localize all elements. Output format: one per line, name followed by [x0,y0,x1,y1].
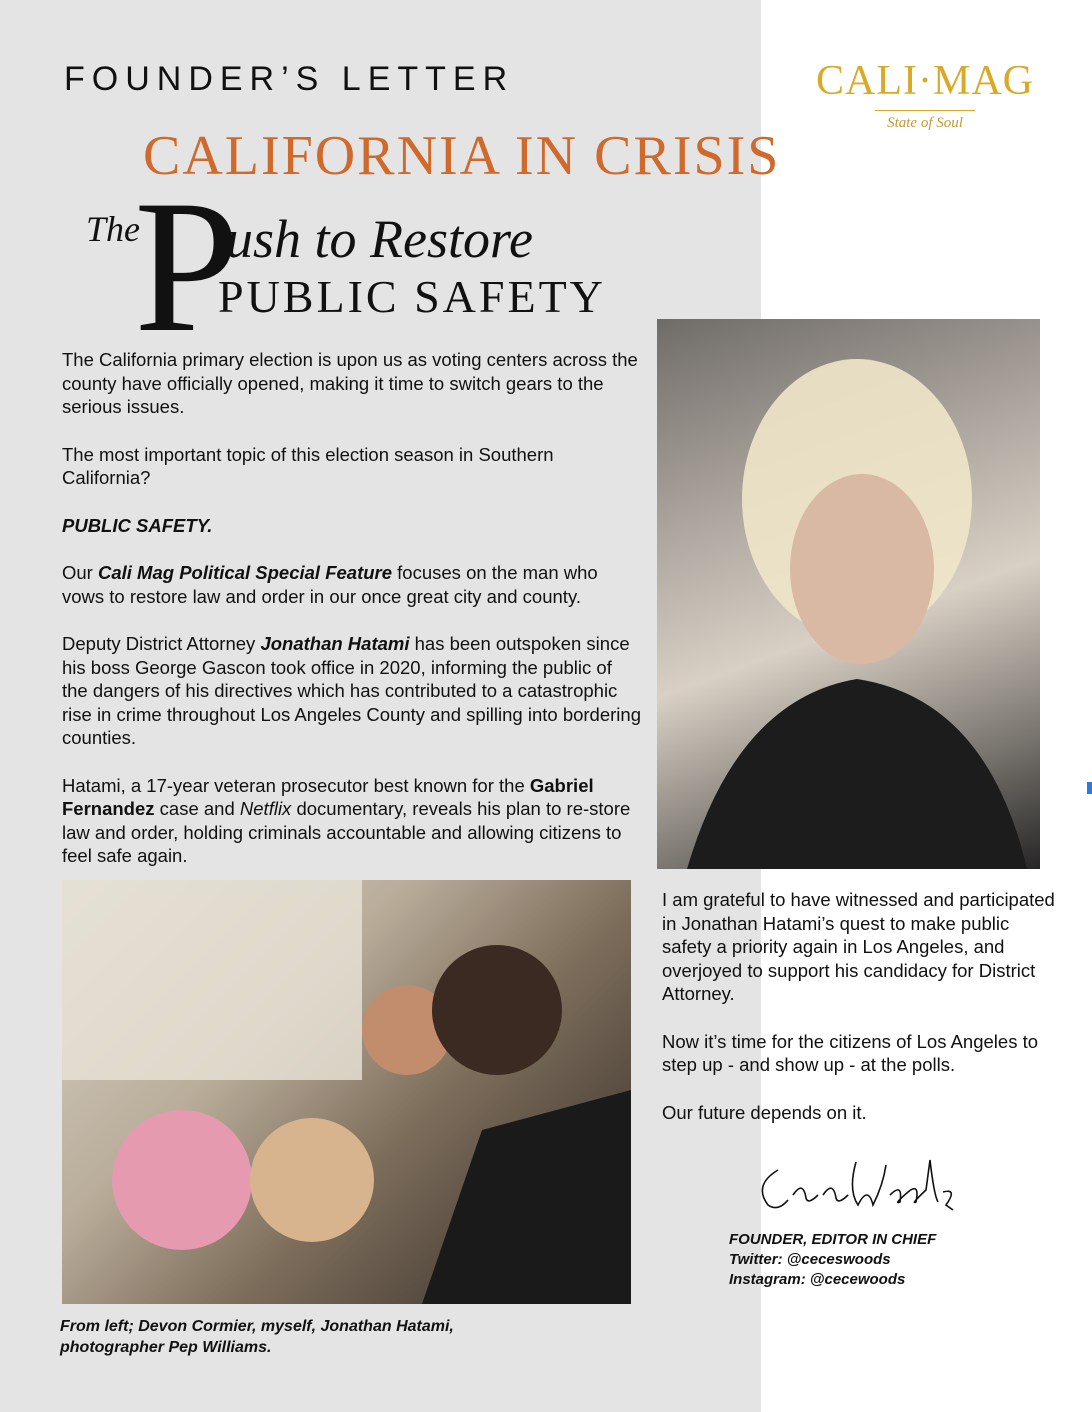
paragraph: Deputy District Attorney Jonathan Hatami has been outspoken since his boss George Gascon took office in 2020, informing the public of the dangers of his directives which has contributed to a catastrophic rise in crime throughout Los Angeles County and spilling into bordering counties. [62,633,641,748]
signoff-title: FOUNDER, EDITOR IN CHIEF [729,1231,937,1248]
signoff-instagram: Instagram: @cecewoods [729,1271,906,1288]
section-title: CALIFORNIA IN CRISIS [143,125,781,187]
case-name: Gabriel Fernandez [62,774,594,819]
headline-line2: PUBLIC SAFETY [218,271,606,322]
cali-mag-logo [810,60,1040,132]
headline-the: The [86,209,140,249]
signoff-block [729,1230,1029,1290]
paragraph: I am grateful to have witnessed and participated in Jonathan Hatami’s quest to make public safety a priority again in Los Angeles, and overjoyed to support his candidacy for District Attorney. [662,889,1055,1004]
photo-caption: From left; Devon Cormier, myself, Jonathan Hatami, photographer Pep Williams. [60,1318,454,1356]
logo-wordmark: CALI·MAG [816,58,1034,104]
paragraph: Now it’s time for the citizens of Los Angeles to step up - and show up - at the polls. [662,1030,1039,1075]
netflix-name: Netflix [239,798,292,819]
logo-tagline: State of Soul [887,115,963,131]
headline-line1: ush to Restore [226,209,533,269]
paragraph: The California primary election is upon us as voting centers across the county have officially opened, making it time to switch gears to the serious issues. [62,349,638,417]
paragraph: The most important topic of this election season in Southern California? [62,443,554,488]
article-body-right [662,888,1062,1148]
author-portrait-photo [657,319,1040,869]
section-kicker: FOUNDER’S LETTER [64,60,515,98]
headline-dropcap: P [134,162,240,372]
feature-name: Cali Mag Political Special Feature [97,562,393,583]
handwritten-signature [748,1150,968,1220]
group-photo [62,880,631,1304]
signoff-twitter: Twitter: @ceceswoods [729,1251,891,1268]
edge-marker [1087,782,1092,794]
paragraph: Our future depends on it. [662,1101,867,1123]
paragraph: Hatami, a 17-year veteran prosecutor best known for the Gabriel Fernandez case and Netflix documentary, reveals his plan to re-store law and order, holding criminals accountable and allowing citizens to feel safe again. [62,774,631,866]
paragraph: Our Cali Mag Political Special Feature focuses on the man who vows to restore law and order in our once great city and county. [62,562,598,607]
person-name: Jonathan Hatami [260,633,410,654]
emphasis-paragraph: PUBLIC SAFETY. [62,514,213,536]
article-body-left [62,348,642,892]
logo-divider [875,110,975,111]
